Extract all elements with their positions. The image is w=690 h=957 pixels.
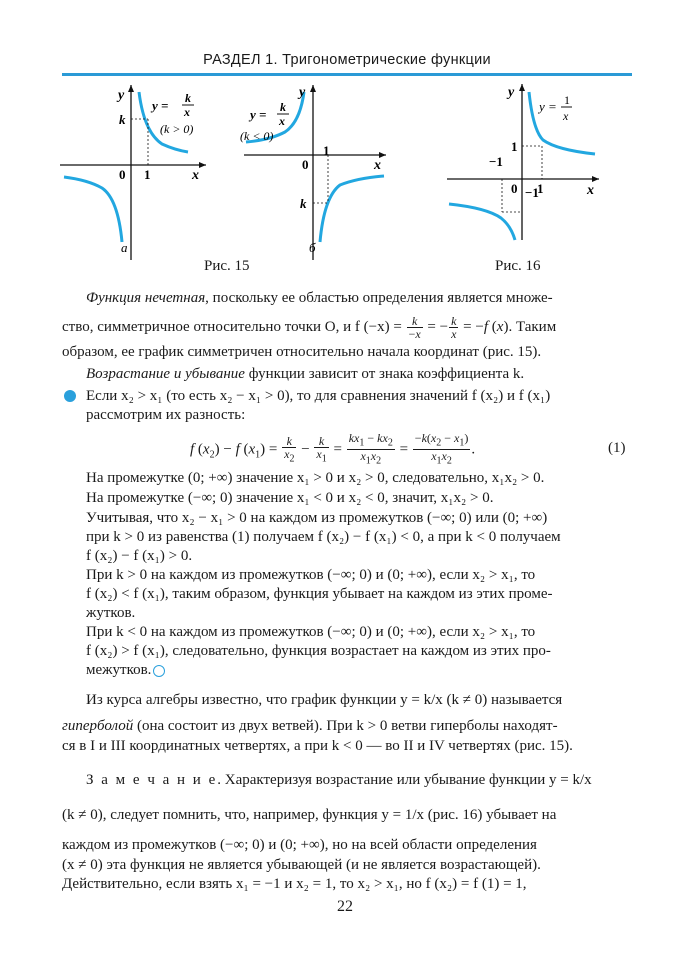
- page-number: 22: [337, 898, 353, 915]
- fig15a-sublabel: а: [121, 240, 128, 255]
- remark-line-3: каждом из промежутков (−∞; 0) и (0; +∞), но на всей области определения: [62, 837, 537, 853]
- figure-16: [445, 80, 605, 250]
- fig16-eq-y: y =: [539, 99, 557, 114]
- proof-line-4: На промежутке (−∞; 0) значение x₁ < 0 и x₂ < 0, значит, x₁x₂ > 0.: [86, 490, 494, 506]
- hyperbola-line-2: гиперболой (она состоит из двух ветвей). При k > 0 ветви гиперболы находят-: [62, 718, 558, 734]
- fig15b-k-label: k: [300, 196, 307, 211]
- fig15b-one-label: 1: [323, 143, 330, 158]
- fig15a-y-label: y: [118, 88, 125, 103]
- odd-function-term: Функция нечетная: [86, 290, 206, 306]
- fig15a-eq-x: x: [184, 105, 190, 119]
- remark-line-1: З а м е ч а н и е. Характеризуя возрастание или убывание функции y = k/x: [86, 772, 592, 788]
- proof-line-10: жутков.: [86, 605, 136, 621]
- fig16-minus-one-y-label: −1: [525, 185, 539, 200]
- fig15b-condition: (k < 0): [240, 129, 274, 143]
- fig15b-x-label: x: [374, 158, 381, 173]
- formula-number: (1): [608, 440, 626, 456]
- monotonic-term: Возрастание и убывание: [86, 366, 245, 382]
- running-header: РАЗДЕЛ 1. Тригонометрические функции: [203, 52, 491, 68]
- fig16-minus-one-x-label: −1: [489, 154, 503, 169]
- hyperbola-line-3: ся в I и III координатных четвертях, а при k < 0 — во II и IV четвертях (рис. 15).: [62, 738, 573, 754]
- fig15b-zero-label: 0: [302, 157, 309, 172]
- fig16-eq-den: x: [563, 109, 569, 123]
- fig16-y-label: y: [508, 85, 515, 100]
- fig16-one-y-label: 1: [511, 139, 518, 154]
- fig15a-one-label: 1: [144, 167, 151, 182]
- header-rule: [62, 73, 632, 76]
- proof-end-ring: [153, 665, 165, 677]
- proof-line-12: f (x₂) > f (x₁), следовательно, функция возрастает на каждом из этих про-: [86, 643, 551, 659]
- paragraph-odd-function-line-1: Функция нечетная, поскольку ее областью определения является множе-: [86, 290, 553, 306]
- proof-line-11: При k < 0 на каждом из промежутков (−∞; 0) и (0; +∞), если x₂ > x₁, то: [86, 624, 536, 640]
- fraction-k-over-x: $\frac{k}{x}$: [451, 314, 457, 341]
- figure-15b: [240, 82, 390, 262]
- proof-line-7: f (x₂) − f (x₁) > 0.: [86, 548, 193, 564]
- fig16-zero-label: 0: [511, 181, 518, 196]
- remark-label: З а м е ч а н и е: [86, 772, 218, 788]
- caption-fig-15: Рис. 15: [204, 258, 250, 274]
- hyperbola-term: гиперболой: [62, 718, 134, 734]
- fig16-x-label: x: [587, 183, 594, 198]
- proof-line-8: При k > 0 на каждом из промежутков (−∞; 0) и (0; +∞), если x₂ > x₁, то: [86, 567, 536, 583]
- proof-start-bullet: [64, 390, 76, 402]
- fig16-one-x-label: 1: [537, 181, 544, 196]
- remark-line-2: (k ≠ 0), следует помнить, что, например, функция y = 1/x (рис. 16) убывает на: [62, 807, 557, 823]
- proof-line-13: межутков.: [86, 660, 632, 680]
- paragraph-odd-function-line-3: образом, ее график симметричен относительно начала координат (рис. 15).: [62, 344, 542, 360]
- fig15b-y-label: y: [299, 85, 306, 100]
- proof-line-9: f (x₂) < f (x₁), таким образом, функция убывает на каждом из этих проме-: [86, 586, 553, 602]
- hyperbola-line-1: Из курса алгебры известно, что график функции y = k/x (k ≠ 0) называется: [86, 692, 563, 708]
- fig15b-eq-k: k: [280, 100, 286, 114]
- figure-15a: [60, 82, 210, 262]
- proof-line-3: На промежутке (0; +∞) значение x₁ > 0 и x₂ > 0, следовательно, x₁x₂ > 0.: [86, 470, 545, 486]
- fig15b-eq-x: x: [279, 114, 285, 128]
- fraction-k-over-minus-x: $\frac{k}{-x}$: [408, 314, 421, 341]
- proof-line-5: Учитывая, что x₂ − x₁ > 0 на каждом из промежутков (−∞; 0) или (0; +∞): [86, 510, 548, 526]
- formula-1: f $(x_2) - f$ $(x_1)$ = $\frac{k}{x_2}$ − $\frac{k}{x_1}$ = $\frac{kx_1 - kx_2}{x_1x_2}$ = $\frac{-k(x_2 - x_1)}{x_1x_2}$ .: [190, 431, 476, 467]
- remark-line-4: (x ≠ 0) эта функция не является убывающей (и не является возрастающей).: [62, 857, 541, 873]
- paragraph-monotonic-heading: Возрастание и убывание функции зависит от знака коэффициента k.: [86, 366, 525, 382]
- fig16-eq-num: 1: [564, 93, 570, 107]
- proof-line-6: при k > 0 из равенства (1) получаем f (x₂) − f (x₁) < 0, а при k < 0 получаем: [86, 529, 561, 545]
- proof-line-2: рассмотрим их разность:: [86, 407, 246, 423]
- proof-line-1: Если x₂ > x₁ (то есть x₂ − x₁ > 0), то для сравнения значений f (x₂) и f (x₁): [86, 388, 551, 404]
- fig15a-eq-y: y =: [152, 98, 169, 113]
- remark-line-5: Действительно, если взять x₁ = −1 и x₂ = 1, то x₂ > x₁, но f (x₂) = f (1) = 1,: [62, 876, 527, 892]
- fig15a-k-label: k: [119, 112, 126, 127]
- fig15a-zero-label: 0: [119, 167, 126, 182]
- paragraph-odd-function-line-2: ство, симметричное относительно точки O, и f (−x) = $\frac{k}{-x}$ = − $\frac{k}{x}$ = −f (x). Таким: [62, 314, 557, 341]
- fig15b-eq-y: y =: [250, 107, 267, 122]
- caption-fig-16: Рис. 16: [495, 258, 541, 274]
- fig15a-x-label: x: [192, 168, 199, 183]
- fig15a-condition: (k > 0): [160, 122, 194, 136]
- fig15a-eq-k: k: [185, 91, 191, 105]
- fig15b-sublabel: б: [309, 240, 316, 255]
